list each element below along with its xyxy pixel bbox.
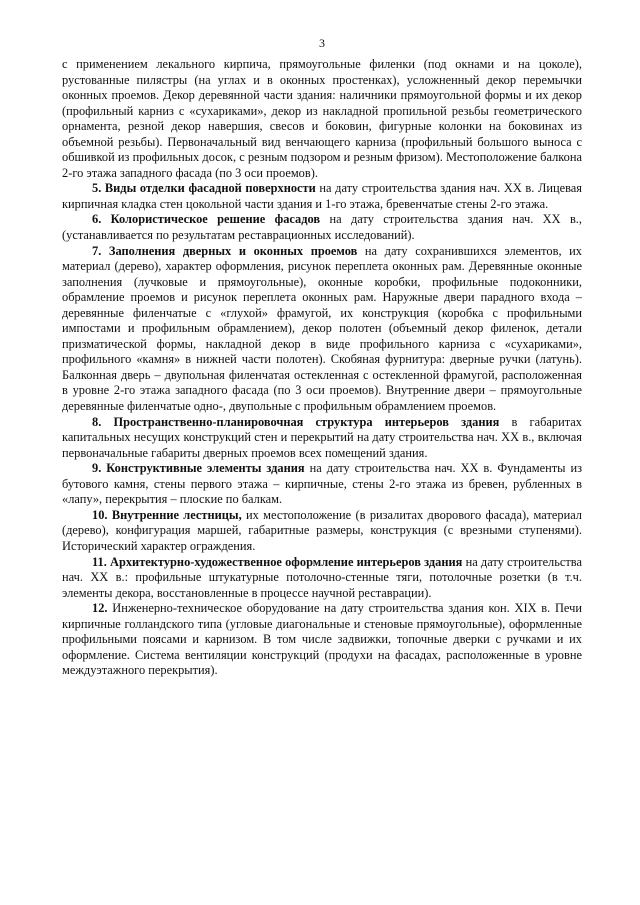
paragraph-heading: 5. Виды отделки фасадной поверхности <box>92 181 316 196</box>
paragraph-9 <box>62 461 582 508</box>
paragraph-text: в габаритах капитальных несущих конструкций стен и перекрытий на дату строительства нач. XX в., включая первоначальные габариты дверных проемов всех помещений здания. <box>62 414 582 460</box>
paragraph-7 <box>62 244 582 415</box>
paragraph-heading: 12. <box>92 601 108 616</box>
paragraph-text: их местоположение (в ризалитах дворового фасада), материал (дерево), конфигурация маршей, габаритные размеры, конструкция (с врезными ступенями). Исторический характер ограждения. <box>62 507 582 553</box>
paragraph-8 <box>62 415 582 462</box>
document-body <box>62 57 582 679</box>
paragraph-text: на дату строительства здания нач. XX в. Лицевая кирпичная кладка стен цокольной части здания и 1-го этажа, бревенчатые стены 2-го этажа. <box>62 181 582 211</box>
paragraph-facade-decor-continued <box>62 57 582 181</box>
paragraph-heading: 7. Заполнения дверных и оконных проемов <box>92 243 358 258</box>
paragraph-text: на дату сохранившихся элементов, их материал (дерево), характер оформления, рисунок переплета оконных рам. Деревянные оконные заполнения (лучковые и прямоугольные), оконные коробки, профильные подоконники, обрамление проемов и рисунок переплета оконных рам. Наружные двери парадного входа – деревянные филенчатые с «глухой» фрамугой, их конструкция (коробка с профильными импостами и профильным обрамлением), декор полотен (объемный декор филенок, детали призматической формы, накладной декор в виде профильного карниза с «сухариками», профильного «камня» в нижней части полотен). Скобяная фурнитура: дверные ручки (латунь). Балконная дверь – двупольная филенчатая остекленная с остекленной фрамугой, расположенная в уровне 2-го этажа западного фасада (по 3 оси проемов). Внутренние двери – прямоугольные деревянные филенчатые одно-, двупольные с профильным обрамлением проемов. <box>62 243 582 414</box>
paragraph-text: на дату строительства здания нач. XX в., (устанавливается по результатам реставрационных исследований). <box>62 212 582 243</box>
paragraph-text: на дату строительства нач. XX в. Фундаменты из бутового камня, стены первого этажа – кирпичные, стены 2-го этажа из бревен, рубленных в «лапу», перекрытия – плоские по балкам. <box>62 461 583 507</box>
paragraph-heading: 6. Колористическое решение фасадов <box>92 212 321 227</box>
paragraph-heading: 8. Пространственно-планировочная структура интерьеров здания <box>92 414 500 429</box>
paragraph-heading: 9. Конструктивные элементы здания <box>92 461 305 476</box>
paragraph-11 <box>62 555 582 602</box>
paragraph-heading: 10. Внутренние лестницы, <box>92 507 242 522</box>
paragraph-10 <box>62 508 582 555</box>
page-number: 3 <box>319 36 325 50</box>
paragraph-5 <box>62 181 582 212</box>
paragraph-text: с применением лекального кирпича, прямоугольные филенки (под окнами и на цоколе), рустованные пилястры (на углах и в оконных простенках), усложненный декор перемычки оконных проемов. Декор деревянной части здания: наличники прямоугольной формы и их декор (профильный карниз с «сухариками», декор из накладной пропильной резьбы геометрического орнамента, резной декор навершия, свесов и боковин, фигурные колонки на боковинах из объемной резьбы). Первоначальный вид венчающего карниза (профильный большого выноса с обшивкой из профильных досок, с резным подзором и резным фризом). Местоположение балкона 2-го этажа западного фасада (по 3 оси проемов). <box>62 57 582 180</box>
paragraph-12 <box>62 601 582 679</box>
paragraph-text: на дату строительства нач. XX в.: профильные штукатурные потолочно-стенные тяги, потолочные розетки (в т.ч. элементы декора, восстановленные в процессе научной реставрации). <box>62 554 582 600</box>
paragraph-text: Инженерно-техническое оборудование на дату строительства здания кон. XIX в. Печи кирпичные голландского типа (угловые диагональные и стеновые прямоугольные), оформленные профильными поясами и карнизом. В том числе задвижки, топочные дверки с ручками и их оформление. Система вентиляции конструкций (продухи на фасадах, расположенные в уровне междуэтажного перекрытия). <box>62 601 582 678</box>
paragraph-6 <box>62 212 582 243</box>
paragraph-heading: 11. Архитектурно-художественное оформление интерьеров здания <box>92 554 463 569</box>
